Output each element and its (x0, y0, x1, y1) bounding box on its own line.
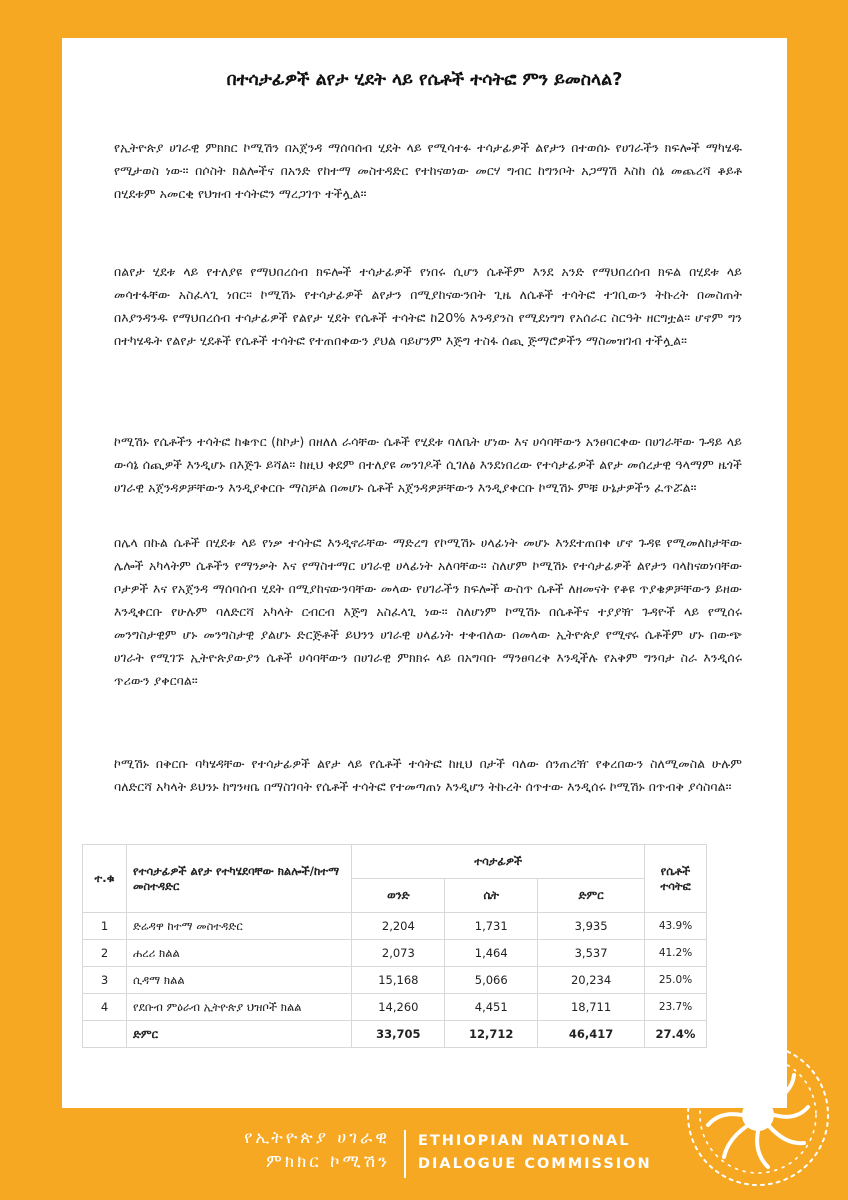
row-women-share: 25.0% (645, 967, 707, 994)
row-region: ሐረሪ ክልል (126, 940, 351, 967)
row-male: 15,168 (352, 967, 445, 994)
footer-english-name (418, 1130, 652, 1176)
table-row (83, 967, 707, 994)
total-row-number (83, 1021, 127, 1048)
footer-amharic-line: ምክክር ኮሚሽን (266, 1152, 390, 1172)
column-header-women-share: የሴቶች ተሳትፎ (645, 845, 707, 913)
row-number: 2 (83, 940, 127, 967)
row-women-share: 41.2% (645, 940, 707, 967)
row-total: 20,234 (538, 967, 645, 994)
footer-divider (404, 1130, 406, 1178)
sun-emblem-icon (648, 1000, 848, 1200)
row-total: 18,711 (538, 994, 645, 1021)
total-total: 46,417 (538, 1021, 645, 1048)
column-header-number: ተ.ቁ (83, 845, 127, 913)
table-row (83, 940, 707, 967)
row-female: 1,464 (445, 940, 538, 967)
column-header-male: ወንድ (352, 879, 445, 913)
row-women-share: 23.7% (645, 994, 707, 1021)
total-male: 33,705 (352, 1021, 445, 1048)
row-male: 14,260 (352, 994, 445, 1021)
footer-english-line: ETHIOPIAN NATIONAL (418, 1133, 631, 1149)
row-female: 5,066 (445, 967, 538, 994)
document-page (62, 38, 787, 1108)
row-number: 3 (83, 967, 127, 994)
row-number: 4 (83, 994, 127, 1021)
row-women-share: 43.9% (645, 913, 707, 940)
table-total-row (83, 1021, 707, 1048)
participation-table (82, 844, 707, 1048)
total-women-share: 27.4% (645, 1021, 707, 1048)
footer-english-line: DIALOGUE COMMISSION (418, 1156, 652, 1172)
row-region: የደቡብ ምዕራብ ኢትዮጵያ ህዝቦች ክልል (126, 994, 351, 1021)
total-row-label: ድምር (126, 1021, 351, 1048)
column-header-region: የተሳታፊዎች ልየታ የተካሄደባቸው ክልሎች/ከተማ መስተዳድር (126, 845, 351, 913)
row-total: 3,935 (538, 913, 645, 940)
commission-logo (648, 1000, 848, 1200)
column-header-total: ድምር (538, 879, 645, 913)
table-header-row (83, 845, 707, 879)
paragraph: በሌላ በኩል ሴቶች በሂደቱ ላይ የነቃ ተሳትፎ እንዲኖራቸው ማድረግ የኮሚሽኑ ሀላፊነት መሆኑ እንደተጠበቀ ሆኖ ጉዳዩ የሚመለከታቸው ሌሎች አካላትም ሴቶችን የማንቃት እና የማስተማር ሀገራዊ ሀላፊነት አለባቸው። ስለሆም ኮሚሽኑ የተሳታፊዎች ልየታን ባላከናወነባቸው ቦታዎች እና የአጀንዳ ማሰባሰብ ሂደት በሚያከናውንባቸው መላው የሀገራችን ክፍሎች ውስጥ ሴቶች ለዘመናት የቆዩ ጥያቄዎቻቸውን ይዘው እንዲቀርቡ የሁሉም ባለድርሻ አካላት ርብርብ እጅግ አስፈላጊ ነው። ስለሆነም ኮሚሽኑ በሴቶችና ተያያዥ ጉዳዮች ላይ የሚሰሩ መንግስታዊም ሆኑ መንግስታዊ ያልሆኑ ድርጅቶች ይህንን ሀገራዊ ሀላፊነት ተቀብለው በመላው ኢትዮጵያ የሚኖሩ ሴቶችም ሆኑ በውጭ ሀገራት የሚገኙ ኢትዮጵያውያን ሴቶች ሀሳባቸውን በሀገራዊ ምክክሩ ላይ በአግባቡ ማንፀባረቅ እንዲችሉ የአቅም ግንባታ ስራ እንዲሰሩ ጥሪውን ያቀርባል። (114, 535, 742, 688)
row-female: 4,451 (445, 994, 538, 1021)
document-title: በተሳታፊዎች ልየታ ሂደት ላይ የሴቶች ተሳትፎ ምን ይመስላል? (226, 70, 623, 90)
row-female: 1,731 (445, 913, 538, 940)
table-row (83, 994, 707, 1021)
footer-amharic-line: የኢትዮጵያ ሀገራዊ (244, 1128, 390, 1148)
row-total: 3,537 (538, 940, 645, 967)
total-female: 12,712 (445, 1021, 538, 1048)
paragraph: የኢትዮጵያ ሀገራዊ ምክክር ኮሚሽን በአጀንዳ ማሰባሰብ ሂደት ላይ የሚሳተፉ ተሳታፊዎች ልየታን በተወሰኑ የሀገራችን ክፍሎች ማካሄዱ የሚታወስ ነው። በሶስት ክልሎችና በአንድ የከተማ መስተዳድር የተከናወነው መርሃ ግብር ከግንቦት አጋማሽ እስከ ሰኔ መጨረሻ ቆይቶ በሂደቱም አመርቂ የህዝብ ተሳትፎን ማረጋገጥ ተችሏል። (114, 140, 742, 201)
paragraph: ኮሚሽኑ በቅርቡ ባካሄዳቸው የተሳታፊዎች ልየታ ላይ የሴቶች ተሳትፎ ከዚህ በታች ባለው ሰንጠረዥ የቀረበውን ስለሚመስል ሁሉም ባለድርሻ አካላት ይህንኑ ከግንዛቤ በማስገባት የሴቶች ተሳትፎ የተመጣጠነ እንዲሆን ትኩረት ሰጥተው እንዲሰሩ ኮሚሽኑ በጥብቅ ያሳስባል። (114, 756, 742, 794)
row-male: 2,073 (352, 940, 445, 967)
row-region: ድሬዳዋ ከተማ መስተዳድር (126, 913, 351, 940)
paragraph: ኮሚሽኑ የሴቶችን ተሳትፎ ከቁጥር (ከኮታ) በዘለለ ራሳቸው ሴቶች የሂደቱ ባለቤት ሆነው እና ሀሳባቸውን አንፀባርቀው በሀገራቸው ጉዳይ ላይ ውሳኔ ሰጪዎች እንዲሆኑ በእጅጉ ይሻል። ከዚህ ቀደም በተለያዩ መንገዶች ሲገለፅ እንደነበረው የተሳታፊዎች ልየታ መሰረታዊ ዓላማም ዜጎች ሀገራዊ አጀንዳዎቻቸውን እንዲያቀርቡ ማስቻል በመሆኑ ሴቶች አጀንዳዎቻቸውን እንዲያቀርቡ ኮሚሽኑ ምቹ ሁኔታዎችን ፈጥሯል። (114, 434, 742, 495)
row-region: ሲዳማ ክልል (126, 967, 351, 994)
row-number: 1 (83, 913, 127, 940)
column-header-participants: ተሳታፊዎች (352, 845, 645, 879)
paragraph: በልየታ ሂደቱ ላይ የተለያዩ የማህበረሰብ ክፍሎች ተሳታፊዎች የነበሩ ሲሆን ሴቶችም እንደ አንድ የማህበረሰብ ክፍል በሂደቱ ላይ መሳተፋቸው አስፈላጊ ነበር። ኮሚሽኑ የተሳታፊዎች ልየታን በሚያከናውንበት ጊዜ ለሴቶች ተሳትፎ ተገቢውን ትኩረት በመስጠት በእያንዳንዱ የማህበረሰብ ተሳታፊዎች የልየታ ሂደት የሴቶች ተሳትፎ ከ20% እንዳያንስ የሚደነግግ የአሰራር ስርዓት ዘርግቷል። ሆኖም ግን በተካሄዱት የልየታ ሂደቶች የሴቶች ተሳትፎ የተጠበቀውን ያህል ባይሆንም እጅግ ተስፋ ሰጪ ጅማሮዎችን ማስመዝገብ ተችሏል። (114, 264, 742, 348)
table-row (83, 913, 707, 940)
column-header-female: ሴት (445, 879, 538, 913)
row-male: 2,204 (352, 913, 445, 940)
footer-amharic-name (200, 1126, 390, 1174)
